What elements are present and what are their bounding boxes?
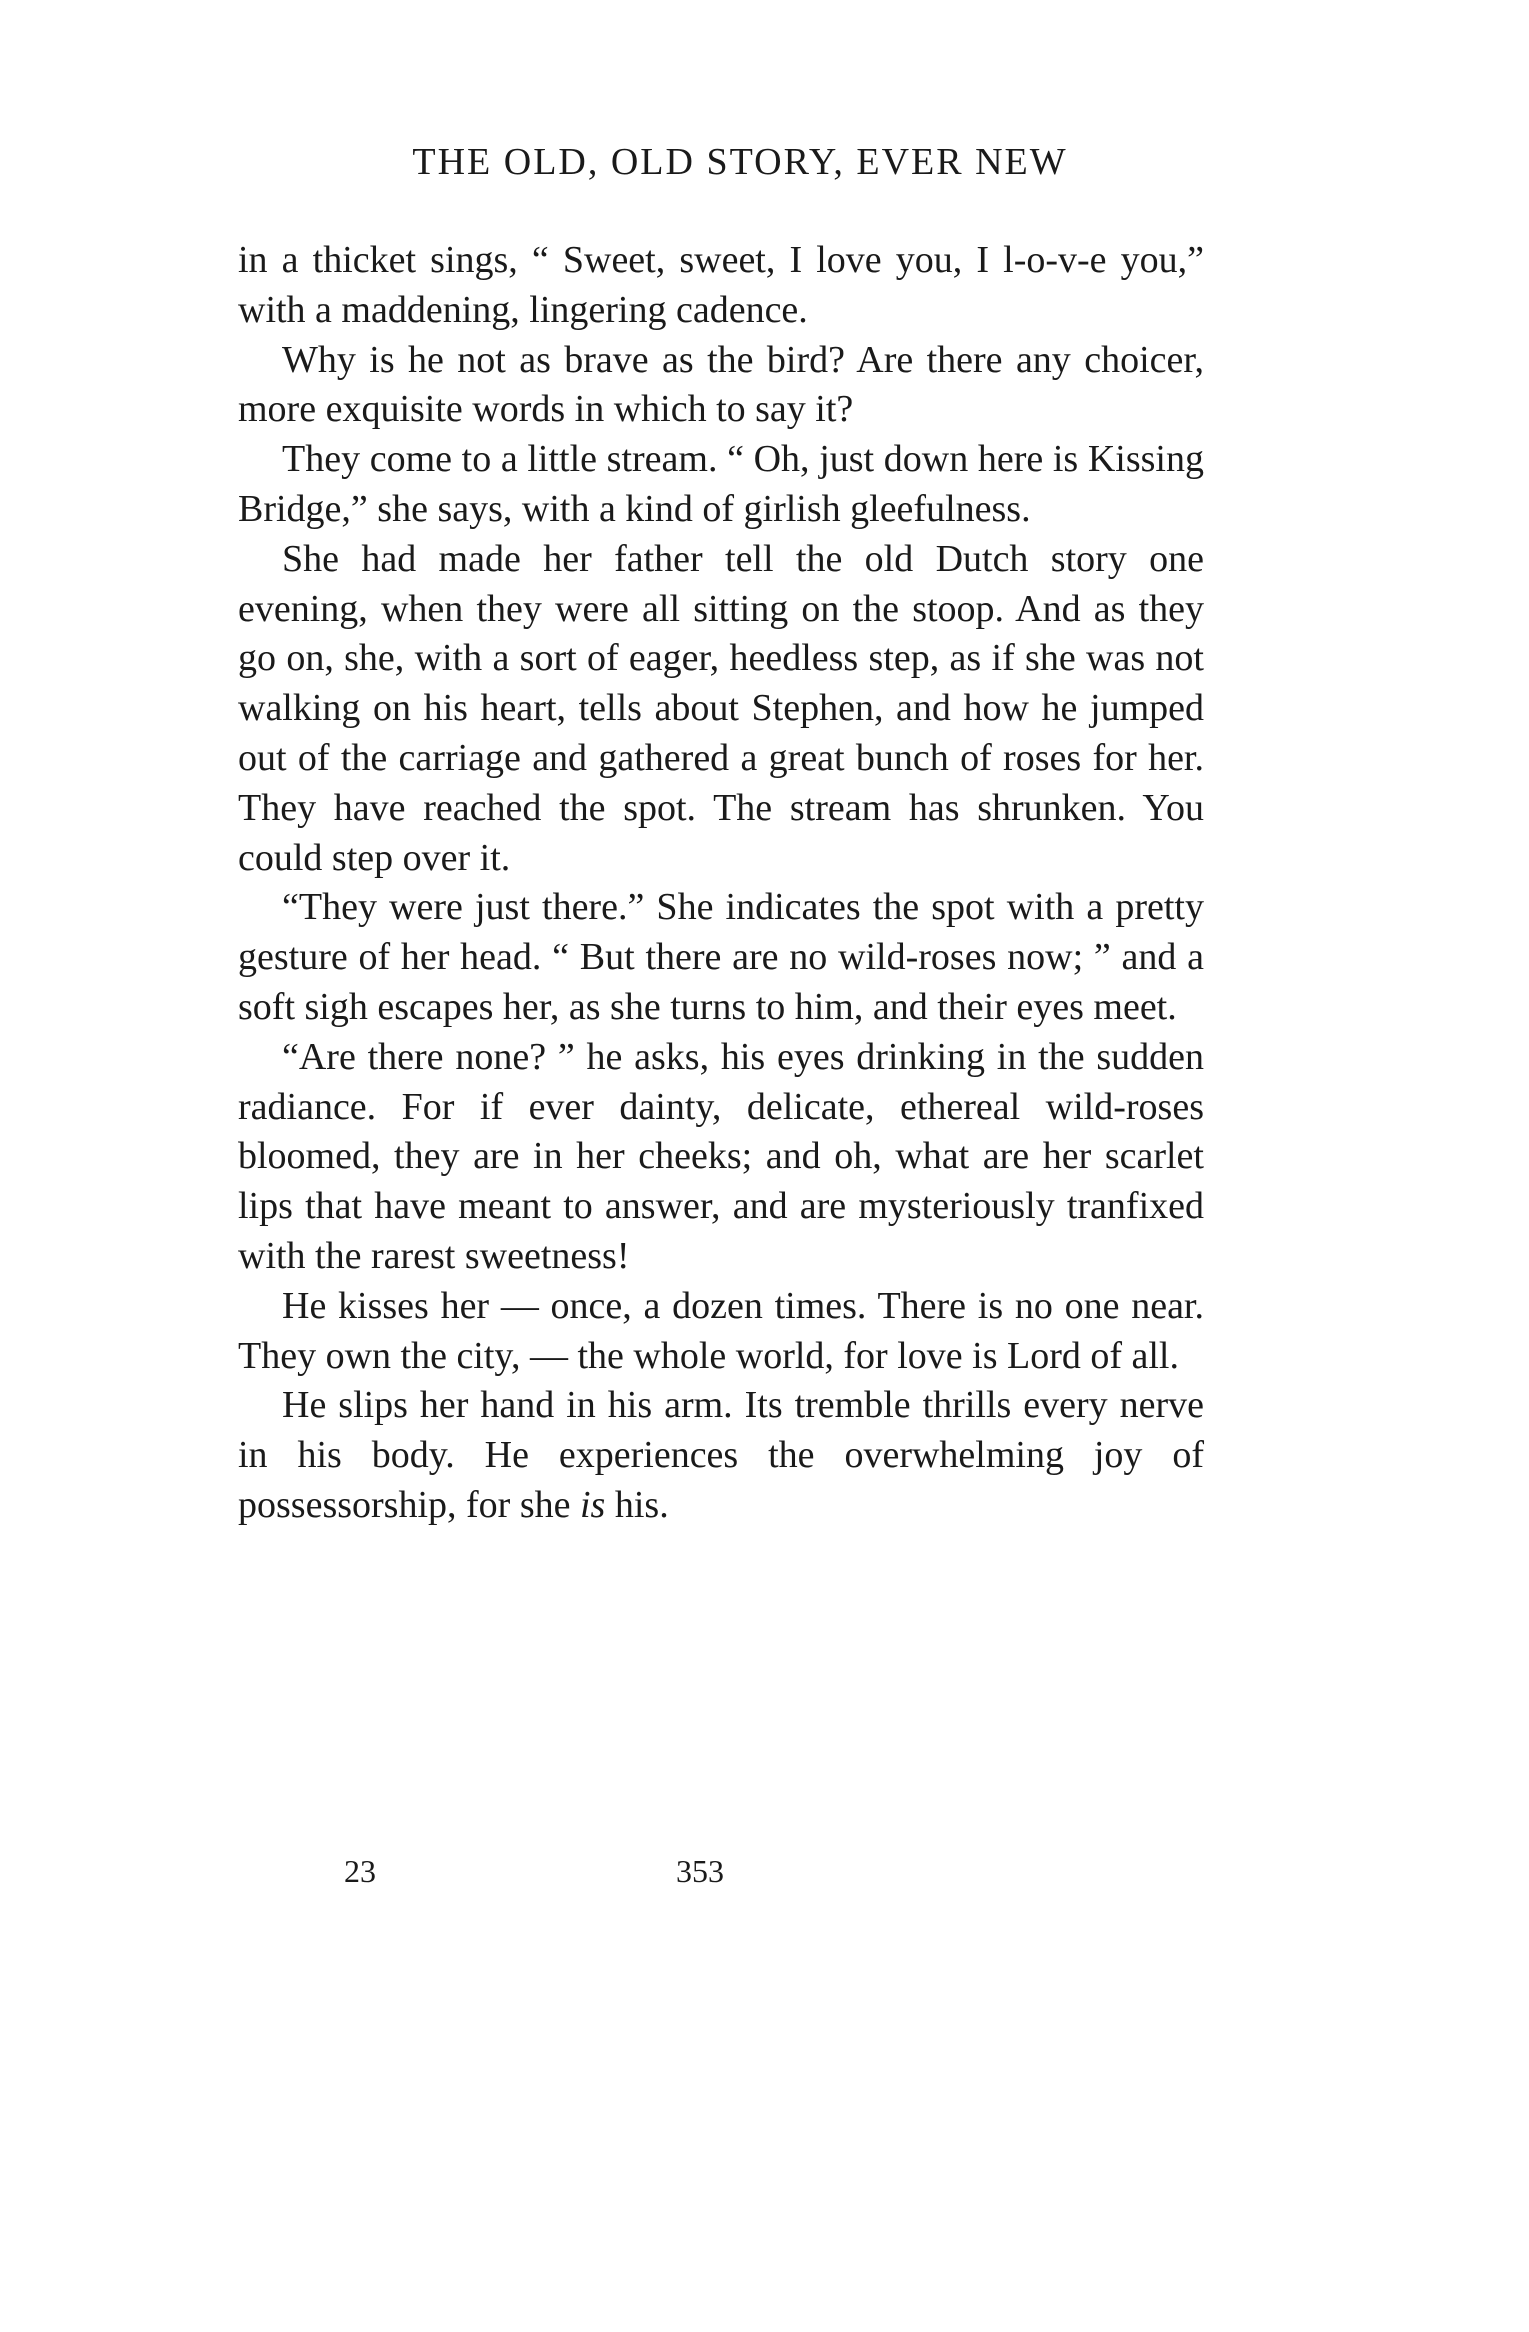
signature-mark: 23 bbox=[344, 1853, 376, 1889]
emphasis-word: is bbox=[579, 1483, 606, 1526]
running-head: THE OLD, OLD STORY, EVER NEW bbox=[412, 141, 1068, 183]
paragraph-final-text: He slips her hand in his arm. Its tremble thrills every nerve in his body. He experiences the overwhelming joy of possessorship, for she bbox=[238, 1384, 1204, 1526]
paragraph-continued: in a thicket sings, “ Sweet, sweet, I love you, I l-o-v-e you,” with a maddening, lingering cadence. bbox=[238, 239, 1204, 331]
paragraph: She had made her father tell the old Dutch story one evening, when they were all sitting on the stoop. And as they go on, she, with a sort of eager, heedless step, as if she was not walking on his heart, tells about Stephen, and how he jumped out of the carriage and gathered a great bunch of roses for her. They have reached the spot. The stream has shrunken. You could step over it. bbox=[238, 537, 1204, 879]
paragraph-final bbox=[238, 1381, 1204, 1530]
paragraph: “They were just there.” She indicates the spot with a pretty gesture of her head. “ But there are no wild-roses now; ” and a soft sigh escapes her, as she turns to him, and their eyes meet. bbox=[238, 886, 1204, 1028]
paragraph: “Are there none? ” he asks, his eyes drinking in the sudden radiance. For if ever dainty, delicate, ethereal wild-roses bloomed, they are in her cheeks; and oh, what are her scarlet lips that have meant to answer, and are mysteriously tranfixed with the rarest sweetness! bbox=[238, 1035, 1204, 1277]
paragraph-final-end: his. bbox=[614, 1483, 669, 1526]
body-text bbox=[238, 236, 1204, 1531]
page-number: 353 bbox=[676, 1853, 724, 1889]
paragraph: They come to a little stream. “ Oh, just down here is Kissing Bridge,” she says, with a kind of girlish gleefulness. bbox=[238, 438, 1204, 530]
paragraph: Why is he not as brave as the bird? Are there any choicer, more exquisite words in which to say it? bbox=[238, 338, 1204, 431]
page-footer bbox=[238, 1855, 1204, 1895]
paragraph: He kisses her — once, a dozen times. There is no one near. They own the city, — the whole world, for love is Lord of all. bbox=[238, 1284, 1204, 1377]
